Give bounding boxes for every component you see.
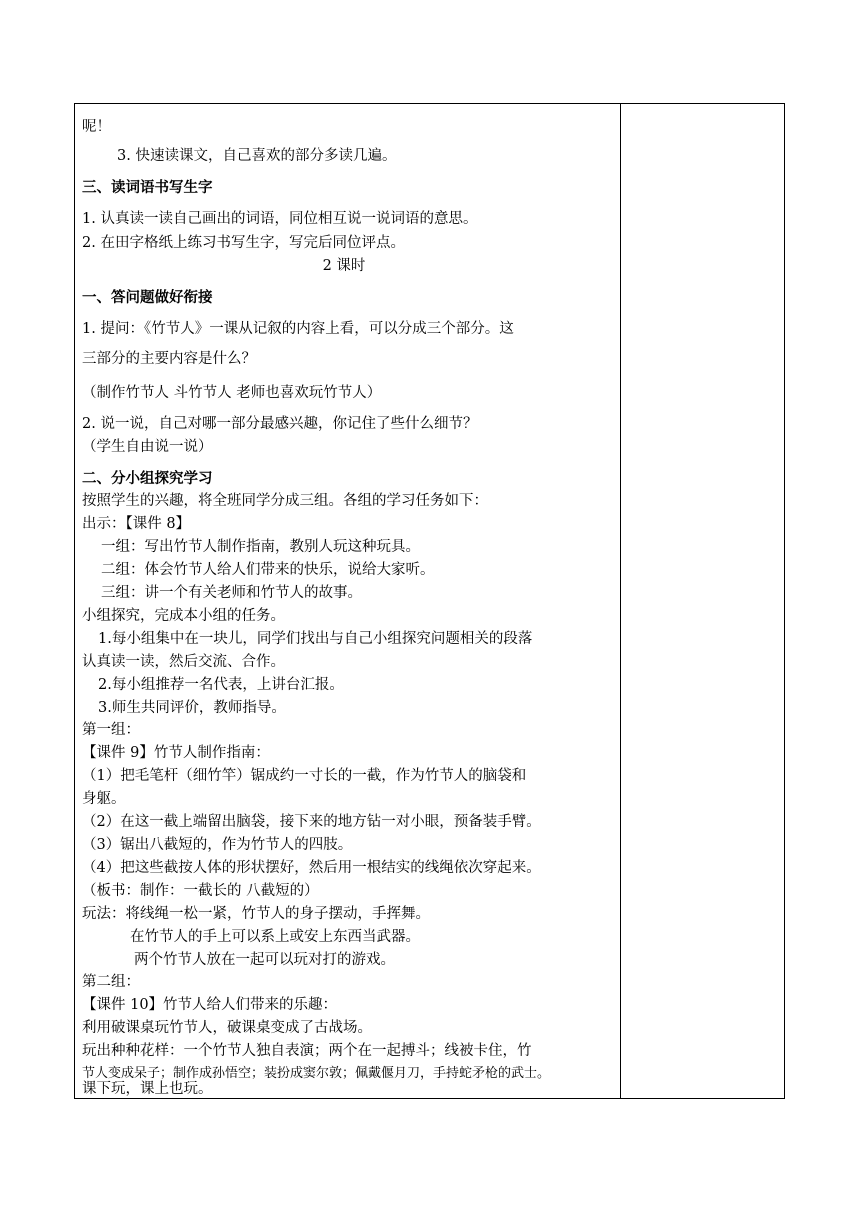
text-line: （制作竹节人 斗竹节人 老师也喜欢玩竹节人） [82, 385, 382, 401]
text-line: 1.每小组集中在一块儿，同学们找出与自己小组探究问题相关的段落 [98, 631, 533, 647]
text-line: 三部分的主要内容是什么？ [82, 351, 256, 367]
notes-cell [621, 104, 784, 1098]
text-line: 两个竹节人放在一起可以玩对打的游戏。 [134, 952, 395, 968]
text-line: 利用破课桌玩竹节人，破课桌变成了古战场。 [82, 1020, 372, 1036]
text-line: 1. 认真读一读自己画出的词语，同位相互说一说词语的意思。 [82, 211, 478, 227]
lesson-table [74, 103, 785, 1099]
text-line: 二组：体会竹节人给人们带来的快乐，说给大家听。 [101, 562, 435, 578]
text-line: 在竹节人的手上可以系上或安上东西当武器。 [130, 929, 420, 945]
text-line: （4）把这些截按人体的形状摆好，然后用一根结实的线绳依次穿起来。 [82, 860, 541, 876]
text-line: 小组探究，完成本小组的任务。 [82, 608, 285, 624]
text-line: 【课件 10】竹节人给人们带来的乐趣： [82, 997, 338, 1013]
text-line: 3.师生共同评价，教师指导。 [98, 700, 286, 716]
text-line: 2.每小组推荐一名代表，上讲台汇报。 [98, 677, 344, 693]
section-heading: 一、答问题做好衔接 [82, 290, 213, 306]
text-line: 认真读一读，然后交流、合作。 [82, 654, 285, 670]
text-line: 出示：【课件 8】 [82, 516, 191, 532]
text-line: （3）锯出八截短的，作为竹节人的四肢。 [82, 837, 353, 853]
text-line: （学生自由说一说） [82, 439, 213, 455]
text-line: （2）在这一截上端留出脑袋，接下来的地方钻一对小眼，预备装手臂。 [82, 814, 541, 830]
text-line: 1. 提问：《竹节人》一课从记叙的内容上看，可以分成三个部分。这 [82, 321, 514, 337]
text-line: 三组：讲一个有关老师和竹节人的故事。 [101, 585, 362, 601]
section-heading: 二、分小组探究学习 [82, 471, 213, 487]
text-line: （1）把毛笔杆（细竹竿）锯成约一寸长的一截，作为竹节人的脑袋和 [82, 768, 527, 784]
lesson-content-cell [75, 104, 620, 1098]
lesson-period-label: 2 课时 [322, 258, 366, 274]
text-line: 课下玩，课上也玩。 [82, 1081, 213, 1097]
text-line: 呢！ [82, 119, 111, 135]
text-line: 节人变成呆子；制作成孙悟空；装扮成窦尔敦；佩戴偃月刀，手持蛇矛枪的武士。 [82, 1066, 551, 1081]
text-line: 第二组： [82, 974, 140, 990]
text-line: 玩出种种花样：一个竹节人独自表演；两个在一起搏斗；线被卡住，竹 [82, 1043, 532, 1059]
text-line: 2. 说一说，自己对哪一部分最感兴趣，你记住了些什么细节？ [82, 416, 478, 432]
text-line: 第一组： [82, 722, 140, 738]
text-line: 【课件 9】竹节人制作指南： [82, 745, 270, 761]
section-heading: 三、读词语书写生字 [82, 180, 213, 196]
text-line: （板书：制作：一截长的 八截短的） [82, 883, 319, 899]
text-line: 3. 快速读课文，自己喜欢的部分多读几遍。 [117, 148, 397, 164]
text-line: 按照学生的兴趣，将全班同学分成三组。各组的学习任务如下： [82, 493, 488, 509]
text-line: 身躯。 [82, 791, 126, 807]
text-line: 一组：写出竹节人制作指南，教别人玩这种玩具。 [101, 539, 420, 555]
text-line: 玩法：将线绳一松一紧，竹节人的身子摆动，手挥舞。 [82, 906, 430, 922]
text-line: 2. 在田字格纸上练习书写生字，写完后同位评点。 [82, 235, 405, 251]
